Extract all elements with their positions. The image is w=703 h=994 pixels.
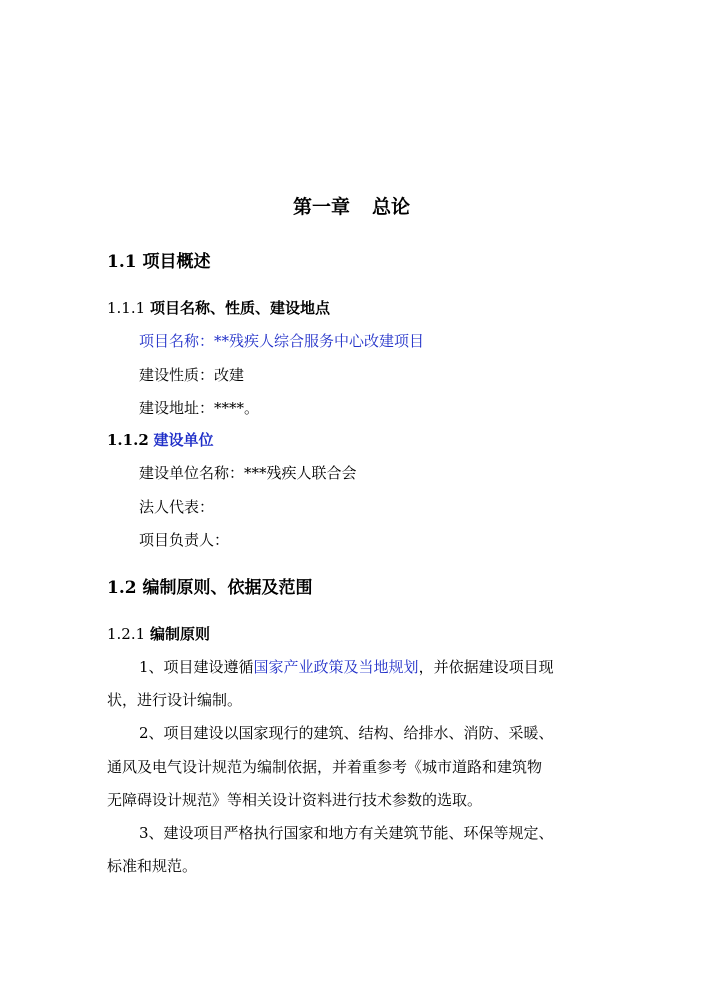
project-nature-line: 建设性质：改建: [139, 366, 245, 384]
principle-2-line-1: 2、项目建设以国家现行的建筑、结构、给排水、消防、采暖、: [139, 724, 554, 742]
subsection-number: 1.1.1: [107, 299, 146, 317]
section-heading-1-1: 1.1 项目概述: [107, 252, 211, 272]
subsection-heading-1-2-1: [107, 624, 210, 644]
principle-1-line-2: 状，进行设计编制。: [107, 691, 243, 709]
subsection-title: 编制原则: [149, 625, 210, 643]
principle-2-line-2: 通风及电气设计规范为编制依据，并着重参考《城市道路和建筑物: [107, 758, 543, 776]
principle-3-line-1: 3、建设项目严格执行国家和地方有关建筑节能、环保等规定、: [139, 824, 554, 842]
project-address-line: 建设地址：****。: [139, 399, 260, 417]
project-name-line: 项目名称：**残疾人综合服务中心改建项目: [139, 332, 425, 350]
principle-2-line-3: 无障碍设计规范》等相关设计资料进行技术参数的选取。: [107, 791, 483, 809]
chapter-name: 总论: [372, 196, 411, 218]
subsection-title: 建设单位: [153, 431, 214, 449]
principle-3-line-2: 标准和规范。: [107, 857, 198, 875]
chapter-number: 第一章: [292, 196, 350, 218]
principle-1-text-b: ，并依据建设项目现: [418, 658, 554, 676]
legal-rep-line: 法人代表：: [139, 498, 215, 516]
policy-reference: 国家产业政策及当地规划: [253, 658, 419, 676]
principle-1-text-a: 1、项目建设遵循: [139, 658, 254, 676]
subsection-number: 1.1.2: [107, 431, 149, 449]
subsection-heading-1-1-1: [107, 298, 330, 318]
unit-name-line: 建设单位名称：***残疾人联合会: [139, 464, 357, 482]
chapter-title: [0, 195, 703, 219]
subsection-number: 1.2.1: [107, 625, 146, 643]
subsection-heading-1-1-2: [107, 430, 214, 450]
section-heading-1-2: 1.2 编制原则、依据及范围: [107, 578, 313, 598]
subsection-title: 项目名称、性质、建设地点: [149, 299, 330, 317]
principle-1-line-1: [139, 657, 554, 677]
project-lead-line: 项目负责人：: [139, 531, 230, 549]
